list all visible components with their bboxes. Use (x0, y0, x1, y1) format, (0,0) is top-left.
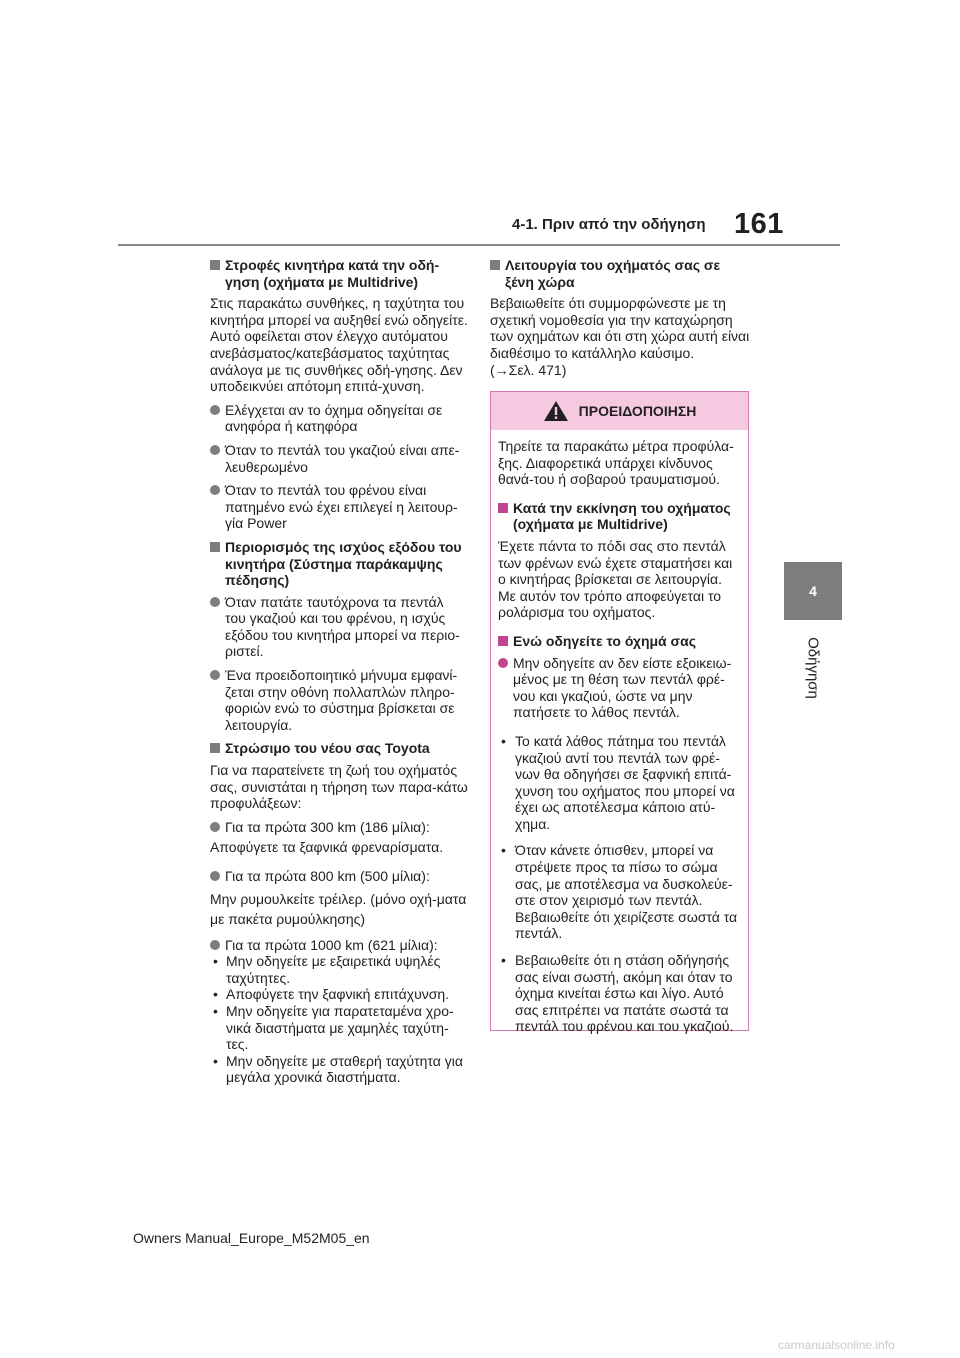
section-heading: Ενώ οδηγείτε το όχημά σας (498, 633, 742, 650)
paragraph: Στις παρακάτω συνθήκες, η ταχύτητα του κινητήρα μπορεί να αυξηθεί ενώ οδηγείτε. Αυτό οφείλεται στον έλεγχο αυτόματου ανεβάσματος/κατεβάσματος ταχύτητας ανάλογα με τις συνθήκες οδή-γησης. Δεν υποδεικνύει απότομη επιτά-χυνση. (210, 295, 468, 395)
dot-bullet-icon: • (213, 986, 218, 1003)
round-bullet-icon (210, 822, 220, 832)
dot-bullet-icon: • (501, 952, 506, 969)
round-bullet-icon (210, 670, 220, 680)
paragraph: Για να παρατείνετε τη ζωή του οχήματός σας, συνιστάται η τήρηση των παρα-κάτω προφυλάξεων: (210, 762, 468, 812)
section-heading: Στροφές κινητήρα κατά την οδή-γηση (οχήματα με Multidrive) (210, 257, 468, 290)
warning-header (491, 392, 748, 430)
list-item: Όταν το πεντάλ του φρένου είναι πατημένο ενώ έχει επιλεγεί η λειτουρ-γία Power (210, 482, 468, 532)
paragraph: Αποφύγετε τα ξαφνικά φρεναρίσματα. (210, 839, 444, 856)
round-bullet-icon (210, 597, 220, 607)
list-item: Για τα πρώτα 300 km (186 μίλια): (210, 819, 468, 836)
sub-list-item: • Βεβαιωθείτε ότι η στάση οδήγησής σας είναι σωστή, ακόμη και όταν το όχημα κινείται έστω και λίγο. Αυτό σας επιτρέπει να πατάτε σωστά τα πεντάλ του φρένου και του γκαζιού. (501, 952, 734, 1035)
left-column (210, 257, 468, 1086)
round-bullet-icon (210, 405, 220, 415)
round-bullet-icon (210, 871, 220, 881)
list-item: Μην οδηγείτε αν δεν είστε εξοικειω-μένος με τη θέση των πεντάλ φρέ-νου και γκαζιού, ώστε να μην πατήσετε το λάθος πεντάλ. (498, 655, 742, 721)
dot-bullet-icon: • (213, 1052, 218, 1069)
footer-text: Owners Manual_Europe_M52M05_en (133, 1230, 370, 1246)
list-item: Για τα πρώτα 1000 km (621 μίλια): (210, 937, 468, 954)
watermark: carmanualsonline.info (778, 1338, 895, 1352)
warning-box (490, 391, 749, 1035)
sub-list-item: • Όταν κάνετε όπισθεν, μπορεί να στρέψετε προς τα πίσω το σώμα σας, με αποτέλεσμα να δυσκολεύε-στε στον χειρισμό των πεντάλ. Βεβαιωθείτε ότι χειρίζεστε σωστά τα πεντάλ. (501, 842, 738, 942)
warning-triangle-icon (543, 400, 569, 422)
round-bullet-icon (498, 658, 508, 668)
paragraph: Βεβαιωθείτε ότι συμμορφώνεστε με τη σχετική νομοθεσία για την καταχώρηση των οχημάτων και ότι στη χώρα αυτή είναι διαθέσιμο το κατάλληλο καύσιμο. (490, 295, 750, 361)
square-bullet-icon (210, 743, 220, 753)
sub-list-item: • Μην οδηγείτε για παρατεταμένα χρο-νικά διαστήματα με χαμηλές ταχύτη-τες. (213, 1002, 454, 1053)
list-item: Ελέγχεται αν το όχημα οδηγείται σε ανηφόρα ή κατηφόρα (210, 402, 468, 435)
square-bullet-icon (210, 542, 220, 552)
sub-list-item: • Μην οδηγείτε με σταθερή ταχύτητα για μεγάλα χρονικά διαστήματα. (213, 1052, 463, 1086)
header-divider (118, 244, 840, 246)
list-item: Όταν πατάτε ταυτόχρονα τα πεντάλ του γκαζιού και του φρένου, η ισχύς εξόδου του κινητήρα μπορεί να περιο-ριστεί. (210, 594, 468, 660)
round-bullet-icon (210, 445, 220, 455)
chapter-tab[interactable] (784, 562, 842, 620)
section-heading: Περιορισμός της ισχύος εξόδου του κινητήρα (Σύστημα παράκαμψης πέδησης) (210, 539, 468, 589)
page-number: 161 (734, 208, 784, 240)
round-bullet-icon (210, 940, 220, 950)
sub-list-item: • Το κατά λάθος πάτημα του πεντάλ γκαζιού αντί του πεντάλ των φρέ-νων θα οδηγήσει σε ξαφνική επιτά-χυνση του οχήματος που μπορεί να έχει ως αποτέλεσμα κάποιο ατύ-χημα. (501, 732, 735, 832)
list-item: Ένα προειδοποιητικό μήνυμα εμφανί-ζεται στην οθόνη πολλαπλών πληρο-φοριών ενώ το σύστημα βρίσκεται σε λειτουργία. (210, 667, 468, 733)
right-column (490, 257, 752, 385)
square-bullet-icon (210, 260, 220, 270)
chapter-title: 4-1. Πριν από την οδήγηση (512, 216, 706, 233)
section-heading: Στρώσιμο του νέου σας Toyota (210, 740, 468, 757)
sub-list-item: • Μην οδηγείτε με εξαιρετικά υψηλές ταχύτητες. (213, 953, 441, 986)
list-item: Για τα πρώτα 800 km (500 μίλια): (210, 868, 468, 885)
chapter-tab-number: 4 (809, 583, 817, 599)
dot-bullet-icon: • (501, 842, 506, 859)
dot-bullet-icon: • (501, 732, 506, 749)
sub-list-item: • Αποφύγετε την ξαφνική επιτάχυνση. (213, 986, 450, 1003)
paragraph: Μην ρυμουλκείτε τρέιλερ. (μόνο οχή-ματα με πακέτα ρυμούλκησης) (210, 890, 467, 927)
square-bullet-icon (498, 503, 508, 513)
warning-body (491, 430, 748, 1035)
list-item: Όταν το πεντάλ του γκαζιού είναι απε-λευθερωμένο (210, 442, 468, 475)
warning-title: ΠΡΟΕΙΔΟΠΟΙΗΣΗ (578, 403, 697, 419)
dot-bullet-icon: • (213, 1002, 218, 1019)
square-bullet-icon (498, 636, 508, 646)
round-bullet-icon (210, 485, 220, 495)
section-heading: Κατά την εκκίνηση του οχήματος (οχήματα με Multidrive) (498, 500, 742, 533)
dot-bullet-icon: • (213, 953, 218, 970)
paragraph: Τηρείτε τα παρακάτω μέτρα προφύλα-ξης. Διαφορετικά υπάρχει κίνδυνος θανά-του ή σοβαρού τραυματισμού. (498, 438, 734, 488)
page-reference[interactable]: (→Σελ. 471) (490, 361, 567, 378)
square-bullet-icon (490, 260, 500, 270)
chapter-tab-label: Οδήγηση (804, 637, 822, 699)
section-heading: Λειτουργία του οχήματός σας σε ξένη χώρα (490, 257, 752, 290)
paragraph: Έχετε πάντα το πόδι σας στο πεντάλ των φρένων ενώ έχετε σταματήσει και ο κινητήρας βρίσκεται σε λειτουργία. Με αυτόν τον τρόπο αποφεύγεται το ρολάρισμα του οχήματος. (498, 537, 733, 621)
